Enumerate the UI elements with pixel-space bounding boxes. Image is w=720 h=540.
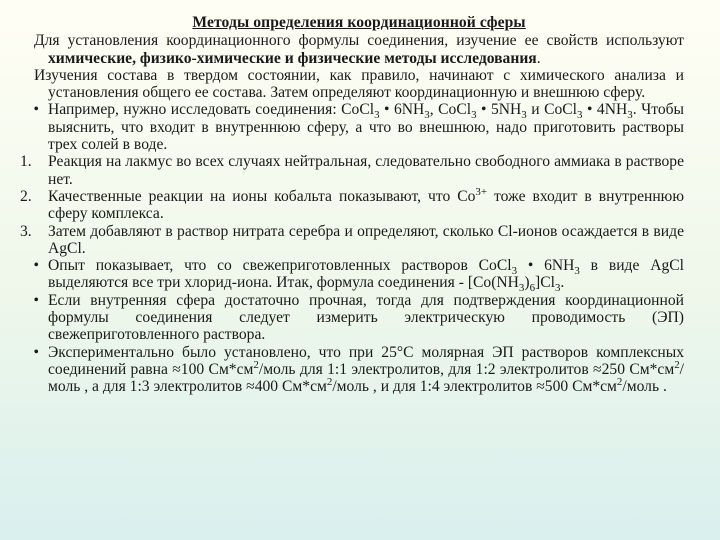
item-text: Например, нужно исследовать соединения: CoCl <box>48 101 375 119</box>
list-item <box>33 257 684 295</box>
item-text: • 6NH <box>517 257 575 275</box>
list-item <box>20 222 684 258</box>
subscript: 3 <box>424 109 430 122</box>
subscript: 3 <box>627 109 633 122</box>
bullet-marker: • <box>33 343 39 361</box>
page-title: Методы определения координационной сферы <box>192 14 526 31</box>
item-text: Если внутренняя сфера достаточно прочная, тогда для подтверждения координационной формулы соединения следует измерить электрическую проводимость (ЭП) свежеприготовленного раствора. <box>48 291 684 344</box>
subscript: 3 <box>574 265 580 278</box>
item-text: • 6NH <box>379 101 425 119</box>
intro-methods: химические, физико-химические и физические методы исследования <box>48 49 537 67</box>
intro-paragraph <box>34 32 684 67</box>
item-text: • 4NH <box>582 101 628 119</box>
subscript: 3 <box>577 109 583 122</box>
intro-end: . <box>536 49 541 67</box>
subscript: 3 <box>511 265 518 278</box>
item-text: и CoCl <box>526 101 578 119</box>
list-item <box>20 185 684 223</box>
item-text: , CoCl <box>429 101 472 119</box>
subscript: 3 <box>554 282 561 295</box>
list-item <box>34 101 684 153</box>
item-text: Качественные реакции на ионы кобальта показывают, что Co <box>48 187 476 205</box>
item-text: . Чтобы выяснить, что входит в внутреннюю сферу, а что во внешнюю, надо приготовить растворы трех солей в воде. <box>48 101 685 154</box>
list-item <box>34 344 684 396</box>
superscript: 2 <box>616 376 623 389</box>
superscript: 2 <box>253 358 259 371</box>
subscript: 6 <box>529 282 536 295</box>
item-text: /моль для 1:1 электролитов, для 1:2 электролитов ≈250 См*см <box>258 360 675 378</box>
subscript: 3 <box>521 109 527 122</box>
item-text: ]Cl <box>535 274 555 292</box>
superscript: 3+ <box>475 185 488 198</box>
number-marker: 3. <box>20 222 32 240</box>
subscript: 3 <box>471 109 477 122</box>
item-text: /моль , и для 1:4 электролитов ≈500 См*см <box>332 378 617 396</box>
item-text: Затем добавляют в раствор нитрата серебра и определяют, сколько Cl-ионов осаждается в виде AgCl. <box>48 222 684 257</box>
list-item <box>34 292 684 344</box>
item-text: в виде AgCl выделяются все три хлорид-иона. Итак, формула соединения - [Co(NH <box>48 257 684 292</box>
composition-paragraph: Изучения состава в твердом состоянии, как правило, начинают с химического анализа и установления общего ее состава. Затем определяют координационную и внешнюю сферу. <box>34 66 684 102</box>
item-text: . <box>560 274 565 292</box>
bullet-marker: • <box>33 291 39 309</box>
item-text: • 5NH <box>476 101 522 119</box>
list-item <box>20 153 684 188</box>
item-text: /моль . <box>622 378 667 396</box>
number-marker: 2. <box>20 187 32 205</box>
bullet-marker: • <box>33 257 39 275</box>
bullet-marker: • <box>33 101 39 119</box>
subscript: 3 <box>374 109 380 122</box>
item-text: ) <box>524 274 530 292</box>
item-text: Экспериментально было установлено, что при 25°C молярная ЭП растворов комплексных соединений равна ≈100 См*см <box>48 343 684 378</box>
number-marker: 1. <box>20 153 32 171</box>
subscript: 3 <box>518 282 525 295</box>
item-text: Реакция на лакмус во всех случаях нейтральная, следовательно свободного аммиака в растворе нет. <box>48 153 684 188</box>
item-text: /моль , а для 1:3 электролитов ≈400 См*см <box>48 360 684 396</box>
superscript: 2 <box>674 358 680 371</box>
item-text: Опыт показывает, что со свежеприготовленных растворов CoCl <box>48 257 512 275</box>
intro-text: Для установления координационного формулы соединения, изучение ее свойств используют <box>34 32 684 50</box>
item-text: тоже входит в внутреннюю сферу комплекса. <box>48 187 684 223</box>
superscript: 2 <box>326 376 333 389</box>
